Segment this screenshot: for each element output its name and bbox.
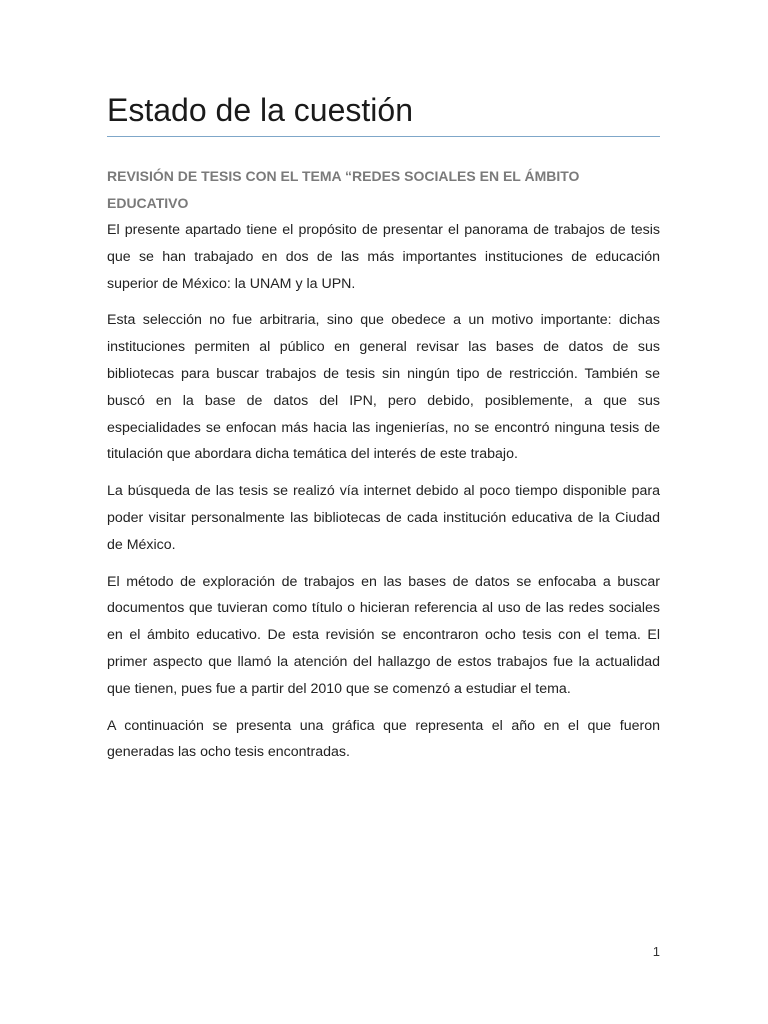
paragraph-2: Esta selección no fue arbitraria, sino que obedece a un motivo importante: dichas instituciones permiten al público en general revisar las bases de datos de sus bibliotecas para buscar trabajos de tesis sin ningún tipo de restricción. También se buscó en la base de datos del IPN, pero debido, posiblemente, a que sus especialidades se enfocan más hacia las ingenierías, no se encontró ninguna tesis de titulación que abordara dicha temática del interés de este trabajo. [107,312,660,463]
paragraph-5: A continuación se presenta una gráfica que representa el año en el que fueron generadas las ocho tesis encontradas. [107,717,660,761]
title-underline [107,136,660,137]
page-title: Estado de la cuestión [107,92,413,128]
paragraph-3: La búsqueda de las tesis se realizó vía internet debido al poco tiempo disponible para poder visitar personalmente las bibliotecas de cada institución educativa de la Ciudad de México. [107,483,660,553]
section-heading: REVISIÓN DE TESIS CON EL TEMA “REDES SOCIALES EN EL ÁMBITO EDUCATIVO [107,168,580,211]
page-number: 1 [652,944,660,959]
paragraph-4: El método de exploración de trabajos en las bases de datos se enfocaba a buscar documentos que tuvieran como título o hicieran referencia al uso de las redes sociales en el ámbito educativo. De esta revisión se encontraron ocho tesis con el tema. El primer aspecto que llamó la atención del hallazgo de estos trabajos fue la actualidad que tienen, pues fue a partir del 2010 que se comenzó a estudiar el tema. [107,573,660,697]
document-page [107,90,660,776]
paragraph-1: El presente apartado tiene el propósito de presentar el panorama de trabajos de tesis que se han trabajado en dos de las más importantes instituciones de educación superior de México: la UNAM y la UPN. [107,222,660,292]
